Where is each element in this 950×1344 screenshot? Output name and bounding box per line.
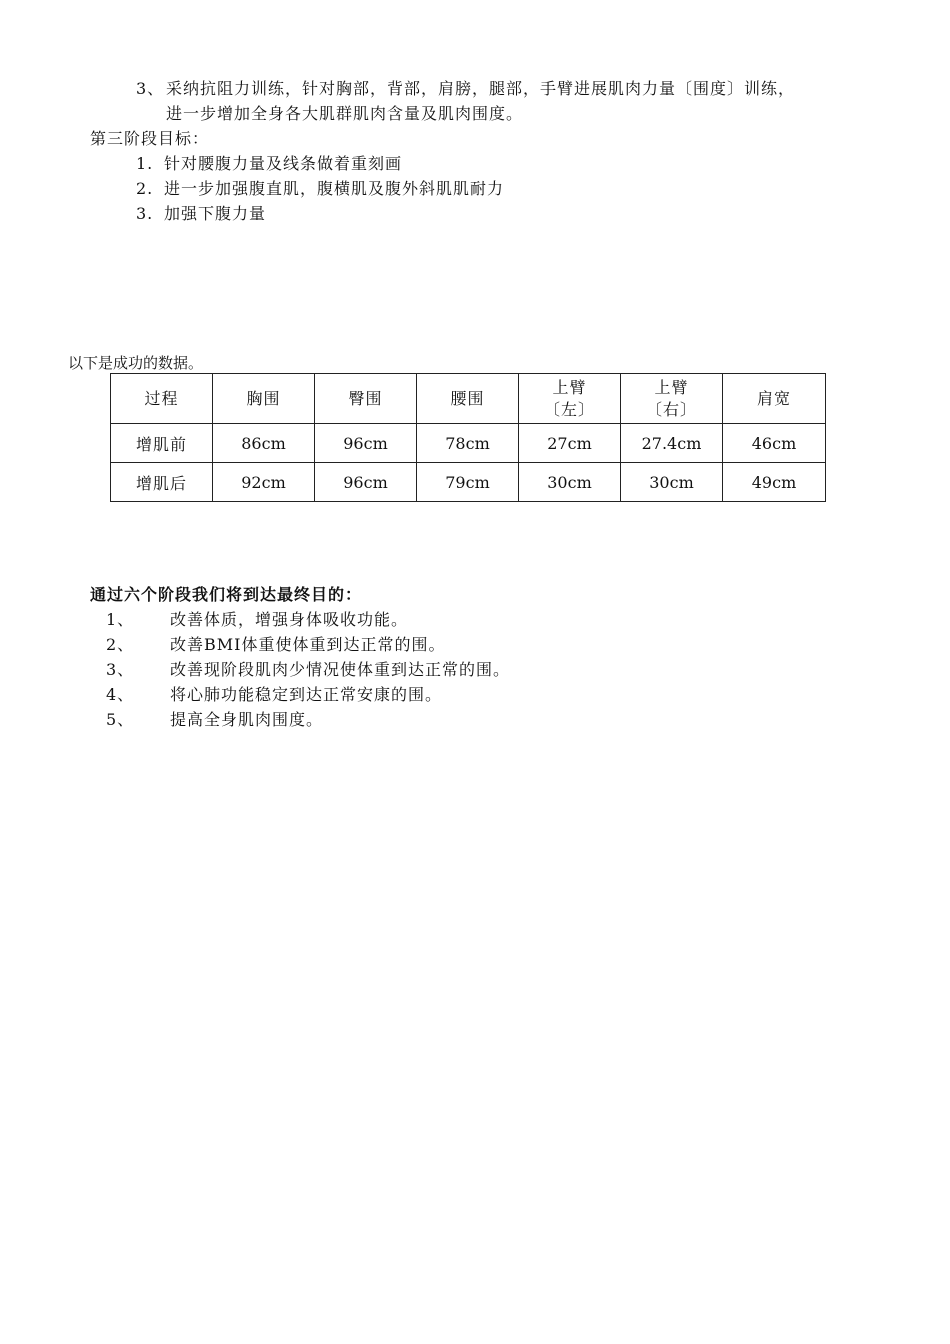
- list-item-number: 4、: [106, 685, 135, 704]
- table-cell: 30cm: [519, 463, 621, 502]
- table-cell: 96cm: [315, 424, 417, 463]
- list-item-text-continued: 进一步增加全身各大肌群肌肉含量及肌肉围度。: [166, 104, 524, 123]
- list-item-text: 改善BMI体重使体重到达正常的围。: [170, 635, 446, 654]
- results-table: [110, 373, 826, 502]
- table-cell: 86cm: [213, 424, 315, 463]
- row-label: 增肌后: [111, 463, 213, 502]
- column-header: 过程: [111, 374, 213, 424]
- list-item: [106, 657, 510, 680]
- table-cell: 27.4cm: [621, 424, 723, 463]
- table-cell: 46cm: [723, 424, 826, 463]
- table-row: [111, 463, 826, 502]
- row-label: 增肌前: [111, 424, 213, 463]
- list-item-text: 提高全身肌肉围度。: [170, 710, 324, 729]
- list-item-number: 2、: [106, 635, 135, 654]
- list-item-number: 1、: [106, 610, 135, 629]
- section-heading-final-goals: 通过六个阶段我们将到达最终目的：: [90, 585, 363, 604]
- column-header: 肩宽: [723, 374, 826, 424]
- list-item-number: 3、: [106, 660, 135, 679]
- column-header: 腰围: [417, 374, 519, 424]
- table-cell: 49cm: [723, 463, 826, 502]
- table-caption: 以下是成功的数据。: [68, 354, 204, 372]
- table-header-row: [111, 374, 826, 424]
- list-item-number: 3.: [136, 204, 154, 223]
- list-item-text: 改善体质，增强身体吸收功能。: [170, 610, 409, 629]
- list-item-text: 针对腰腹力量及线条做着重刻画: [164, 154, 403, 173]
- list-item: [106, 632, 445, 655]
- list-item-number: 3、: [136, 79, 165, 98]
- table-row: [111, 424, 826, 463]
- list-item-number: 5、: [106, 710, 135, 729]
- list-item: [136, 151, 402, 174]
- list-item: [106, 707, 323, 730]
- list-item-number: 1.: [136, 154, 154, 173]
- section-heading-stage3: 第三阶段目标：: [90, 129, 210, 148]
- table-cell: 78cm: [417, 424, 519, 463]
- list-item-text: 进一步加强腹直肌，腹横肌及腹外斜肌肌耐力: [164, 179, 505, 198]
- list-item: [106, 682, 442, 705]
- table-cell: 79cm: [417, 463, 519, 502]
- list-item-text: 加强下腹力量: [164, 204, 267, 223]
- list-item-text: 改善现阶段肌肉少情况使体重到达正常的围。: [170, 660, 511, 679]
- list-item-number: 2.: [136, 179, 154, 198]
- column-header: 臀围: [315, 374, 417, 424]
- table-cell: 30cm: [621, 463, 723, 502]
- list-item: [136, 201, 266, 224]
- table-cell: 92cm: [213, 463, 315, 502]
- table-cell: 27cm: [519, 424, 621, 463]
- list-item: [136, 176, 504, 199]
- list-item: [106, 607, 408, 630]
- column-header: 上臂 〔右〕: [621, 374, 723, 424]
- column-header: 胸围: [213, 374, 315, 424]
- table-cell: 96cm: [315, 463, 417, 502]
- list-item-text: 采纳抗阻力训练，针对胸部，背部，肩膀，腿部，手臂进展肌肉力量〔围度〕训练，: [166, 79, 796, 98]
- column-header: 上臂 〔左〕: [519, 374, 621, 424]
- list-item-text: 将心肺功能稳定到达正常安康的围。: [170, 685, 443, 704]
